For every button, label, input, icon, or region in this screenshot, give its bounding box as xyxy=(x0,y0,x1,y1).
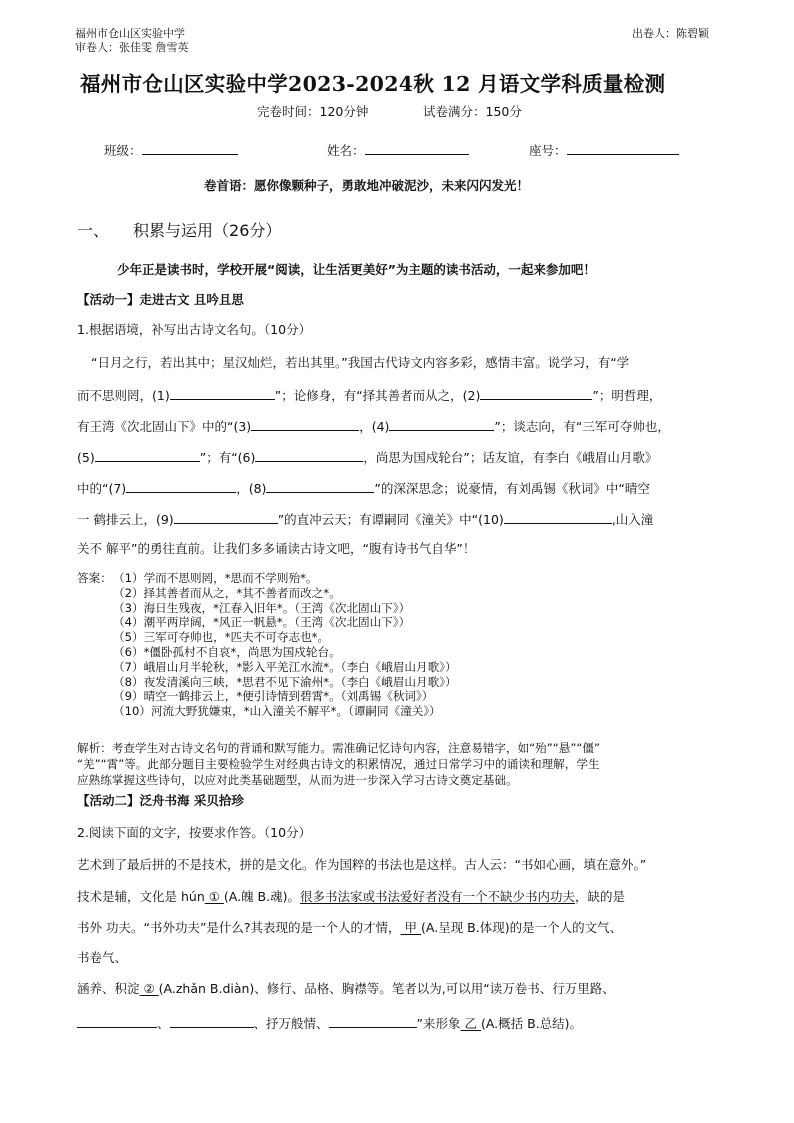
q1-line1: “日月之行，若出其中；星汉灿烂，若出其里。”我国古代诗文内容多彩，感情丰富。说学习，有“学 xyxy=(91,355,630,370)
q2-p2-options: (A.魄 B.魂)。 xyxy=(223,889,300,904)
q1-line4 xyxy=(77,448,657,466)
q2-p2-text3: ，缺的是 xyxy=(575,889,626,904)
motto: 卷首语：愿你像颗种子，勇敢地冲破泥沙，未来闪闪发光！ xyxy=(204,178,530,193)
name-label: 姓名： xyxy=(327,143,365,158)
q1-l2-text3: ”；明哲理， xyxy=(592,388,662,403)
q1-l3-text3: ”；谈志向，有“三军可夺帅也， xyxy=(494,419,670,434)
blank-phrase-1[interactable] xyxy=(77,1014,157,1028)
q2-para6 xyxy=(77,1014,582,1032)
name-blank[interactable] xyxy=(365,141,469,155)
q1-line7: 关不 解平”的勇往直前。让我们多多诵读古诗文吧，“腹有诗书气自华”！ xyxy=(77,541,476,556)
q2-para4: 书卷气、 xyxy=(77,950,128,965)
blank-circle-2[interactable]: ② xyxy=(139,981,159,996)
seat-blank[interactable] xyxy=(567,141,679,155)
q2-p5-options: (A.zhǎn B.diàn)、修行、品格、胸襟等。笔者以为,可以用“读万卷书、行万里路、 xyxy=(158,981,615,996)
q2-p3-options: (A.呈现 B.体现)的是一个人的文气、 xyxy=(421,920,623,935)
answer-item: （9）晴空一鹤排云上，*便引诗情到碧霄*。（刘禹锡《秋词》） xyxy=(113,689,434,704)
page-title: 福州市仓山区实验中学2023-2024秋 12 月语文学科质量检测 xyxy=(80,72,666,96)
q1-line6 xyxy=(77,510,653,528)
seat-field xyxy=(529,141,679,159)
answers-label: 答案： xyxy=(77,571,112,585)
q1-l6-text3: ,山入潼 xyxy=(611,512,654,527)
analysis-line3: 应熟练掌握这些诗句，以应对此类基础题型，从而为进一步深入学习古诗文奠定基础。 xyxy=(77,773,518,787)
answer-item: （8）夜发清溪向三峡，*思君不见下渝州*。（李白《峨眉山月歌》） xyxy=(113,674,457,689)
class-label: 班级： xyxy=(104,143,142,158)
q2-p6-text2: ”来形象 xyxy=(416,1016,461,1031)
class-field xyxy=(104,141,238,159)
analysis-line1: 解析：考查学生对古诗文名句的背诵和默写能力。需准确记忆诗句内容，注意易错字，如“殆”“悬”“僵” xyxy=(77,741,600,755)
q1-l5-text2: ，(8) xyxy=(236,481,267,496)
q1-l5-text: 中的“(7) xyxy=(77,481,127,496)
section1-intro: 少年正是读书时，学校开展“阅读，让生活更美好”为主题的读书活动，一起来参加吧！ xyxy=(117,262,596,277)
blank-yi[interactable]: 乙 xyxy=(460,1016,481,1031)
q1-l2-text: 而不思则罔，(1) xyxy=(77,388,170,403)
answer-item: （10）河流大野犹嫌束，*山入潼关不解平*。（谭嗣同《潼关》） xyxy=(113,704,441,719)
blank-2[interactable] xyxy=(480,386,592,400)
q1-line5 xyxy=(77,479,650,497)
blank-5[interactable] xyxy=(95,448,200,462)
q1-l5-text3: ”的深深思念；说豪情，有刘禹锡《秋词》中“晴空 xyxy=(374,481,650,496)
q1-line3 xyxy=(77,417,670,435)
answer-item: （6）*僵卧孤村不自哀*，尚思为国戍轮台。 xyxy=(113,644,341,659)
q2-p5-text: 涵养、积淀 xyxy=(77,981,140,996)
header-school: 福州市仓山区实验中学 xyxy=(75,27,185,40)
blank-6[interactable] xyxy=(255,448,363,462)
q2-title: 2.阅读下面的文字，按要求作答。（10分） xyxy=(77,825,312,840)
q1-l4-text: (5) xyxy=(77,450,95,465)
activity2-title: 【活动二】泛舟书海 采贝拾珍 xyxy=(77,793,244,808)
answer-item: （2）择其善者而从之，*其不善者而改之*。 xyxy=(113,585,341,600)
blank-3[interactable] xyxy=(251,417,359,431)
header-author: 出卷人：陈碧颖 xyxy=(632,27,709,40)
q1-l6-text2: ”的直冲云天；有谭嗣同《潼关》中“(10) xyxy=(277,512,504,527)
blank-jia[interactable]: 甲 xyxy=(400,920,422,935)
answer-item: （1）学而不思则罔，*思而不学则殆*。 xyxy=(113,571,318,585)
answer-list xyxy=(113,571,457,719)
section1-number: 一、 xyxy=(77,221,110,240)
exam-time: 完卷时间：120分钟 xyxy=(257,104,369,119)
name-field xyxy=(327,141,469,159)
blank-circle-1[interactable]: ① xyxy=(204,889,224,904)
q2-para2 xyxy=(77,889,625,905)
blank-phrase-3[interactable] xyxy=(329,1014,417,1028)
exam-score: 试卷满分：150分 xyxy=(423,104,522,119)
q2-p6-sep: 、 xyxy=(157,1016,170,1031)
underlined-sentence: 很多书法家或书法爱好者没有一个不缺少书内功夫 xyxy=(300,889,576,904)
q1-line2 xyxy=(77,386,661,404)
q1-l3-text2: ，(4) xyxy=(359,419,390,434)
q2-p3-text: 书外 功夫。“书外功夫”是什么?其表现的是一个人的才情， xyxy=(77,920,401,935)
q2-para5 xyxy=(77,981,615,997)
seat-label: 座号： xyxy=(529,143,567,158)
q1-l4-text2: ”；有“(6) xyxy=(199,450,256,465)
q1-l2-text2: ”；论修身，有“择其善者而从之，(2) xyxy=(274,388,481,403)
answer-item: （5）三军可夺帅也，*匹夫不可夺志也*。 xyxy=(113,630,330,645)
section1-title: 积累与运用（26分） xyxy=(133,221,282,240)
blank-phrase-2[interactable] xyxy=(170,1014,254,1028)
blank-1[interactable] xyxy=(170,386,275,400)
section1-heading xyxy=(77,221,281,241)
blank-4[interactable] xyxy=(389,417,494,431)
activity1-title: 【活动一】走进古文 且吟且思 xyxy=(77,292,244,307)
q2-para1: 艺术到了最后拼的不是技术，拼的是文化。作为国粹的书法也是这样。古人云：“书如心画，填在意外。” xyxy=(77,857,647,872)
answer-item: （3）海日生残夜，*江春入旧年*。（王湾《次北固山下》） xyxy=(113,600,411,615)
q2-p2-text: 技术是辅，文化是 hún xyxy=(77,889,205,904)
q1-title: 1.根据语境，补写出古诗文名句。（10分） xyxy=(77,322,312,337)
blank-7[interactable] xyxy=(126,479,236,493)
q1-l4-text3: ，尚思为国戍轮台”；话友谊，有李白《峨眉山月歌》 xyxy=(363,450,658,465)
q2-p6-text: 、抒万般情、 xyxy=(253,1016,329,1031)
analysis-line2: “羌”“霄”等。此部分题目主要检验学生对经典古诗文的积累情况，通过日常学习中的诵读和理解，学生 xyxy=(77,757,600,771)
blank-10[interactable] xyxy=(504,510,612,524)
q2-p6-options: (A.概括 B.总结)。 xyxy=(480,1016,583,1031)
answer-item: （4）潮平两岸阔，*风正一帆悬*。（王湾《次北固山下》） xyxy=(113,615,411,630)
class-blank[interactable] xyxy=(142,141,238,155)
answer-item: （7）峨眉山月半轮秋，*影入平羌江水流*。（李白《峨眉山月歌》） xyxy=(113,659,457,674)
q2-para3 xyxy=(77,920,622,936)
blank-9[interactable] xyxy=(174,510,278,524)
q1-l6-text: 一 鹤排云上，(9) xyxy=(77,512,174,527)
blank-8[interactable] xyxy=(266,479,374,493)
q1-l3-text: 有王湾《次北固山下》中的“(3) xyxy=(77,419,252,434)
header-reviewers: 审卷人：张佳雯 詹雪英 xyxy=(75,41,189,54)
